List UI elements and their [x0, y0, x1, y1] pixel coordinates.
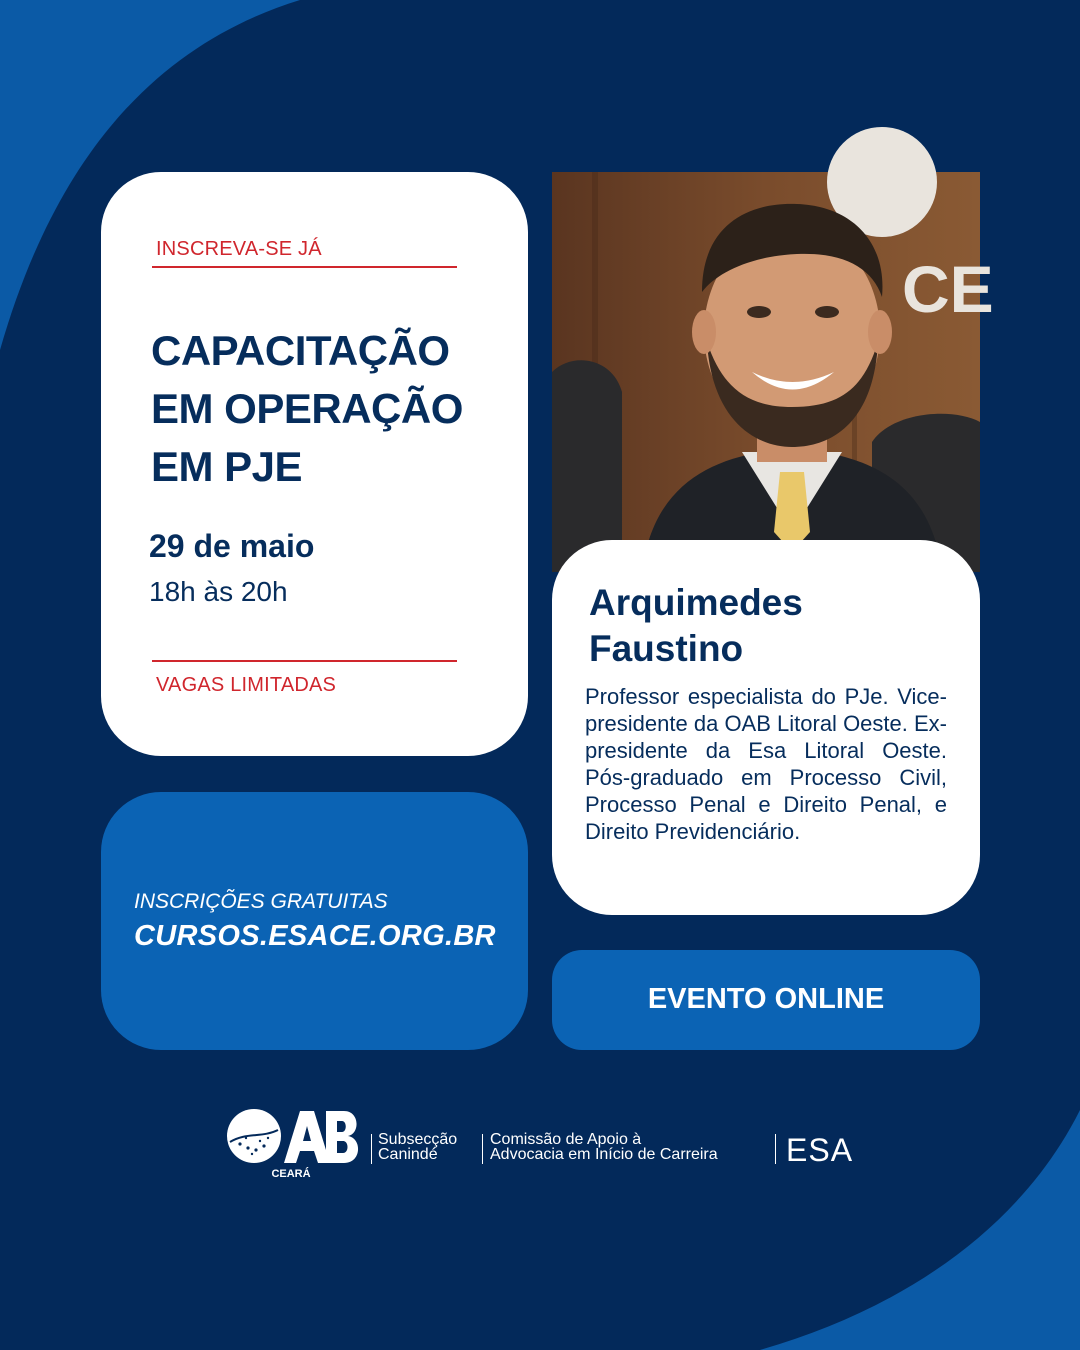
speaker-bio: Professor especialista do PJe. Vice-presidente da OAB Litoral Oeste. Ex-presidente da Esa Litoral Oeste. Pós-graduado em Processo Civil, Processo Penal e Direito Penal, e Direito Previdenciário. — [585, 684, 947, 844]
red-divider-top — [152, 266, 457, 268]
footer-separator-3 — [775, 1134, 776, 1164]
commission-line-1: Comissão de Apoio à — [490, 1131, 642, 1148]
online-event-badge — [552, 950, 980, 1050]
oab-logo — [226, 1108, 358, 1168]
course-title-line-2: EM OPERAÇÃO — [151, 385, 463, 432]
footer-separator-1 — [371, 1134, 372, 1164]
speaker-name — [589, 580, 949, 672]
limited-spots-label: VAGAS LIMITADAS — [156, 674, 337, 696]
course-title — [151, 322, 521, 496]
register-now-label: INSCREVA-SE JÁ — [156, 238, 322, 260]
background-wall-letters: CE — [902, 252, 994, 326]
speaker-portrait-image — [552, 172, 994, 572]
footer-separator-2 — [482, 1134, 483, 1164]
footer-logos — [226, 1108, 866, 1182]
speaker-first-name: Arquimedes — [589, 582, 803, 623]
red-divider-bottom — [152, 660, 457, 662]
course-info-card — [101, 172, 528, 756]
oab-ceara-label: CEARÁ — [271, 1168, 311, 1180]
speaker-bio-card — [552, 540, 980, 915]
subsection-line-1: Subsecção — [378, 1131, 458, 1148]
event-date: 29 de maio — [149, 528, 315, 564]
registration-url[interactable]: CURSOS.ESACE.ORG.BR — [134, 920, 496, 952]
registration-card — [101, 792, 528, 1050]
subsection-line-2: Canindé — [378, 1146, 438, 1163]
course-title-line-3: EM PJE — [151, 443, 303, 490]
free-registration-label: INSCRIÇÕES GRATUITAS — [134, 890, 388, 913]
subsection-text — [378, 1132, 457, 1162]
speaker-last-name: Faustino — [589, 628, 744, 669]
esa-logo-text: ESA — [786, 1132, 854, 1168]
speaker-photo — [552, 172, 994, 572]
commission-line-2: Advocacia em Início de Carreira — [490, 1146, 718, 1163]
commission-text — [490, 1132, 718, 1162]
online-event-label: EVENTO ONLINE — [647, 983, 885, 1015]
event-time: 18h às 20h — [149, 576, 288, 607]
course-title-line-1: CAPACITAÇÃO — [151, 327, 450, 374]
